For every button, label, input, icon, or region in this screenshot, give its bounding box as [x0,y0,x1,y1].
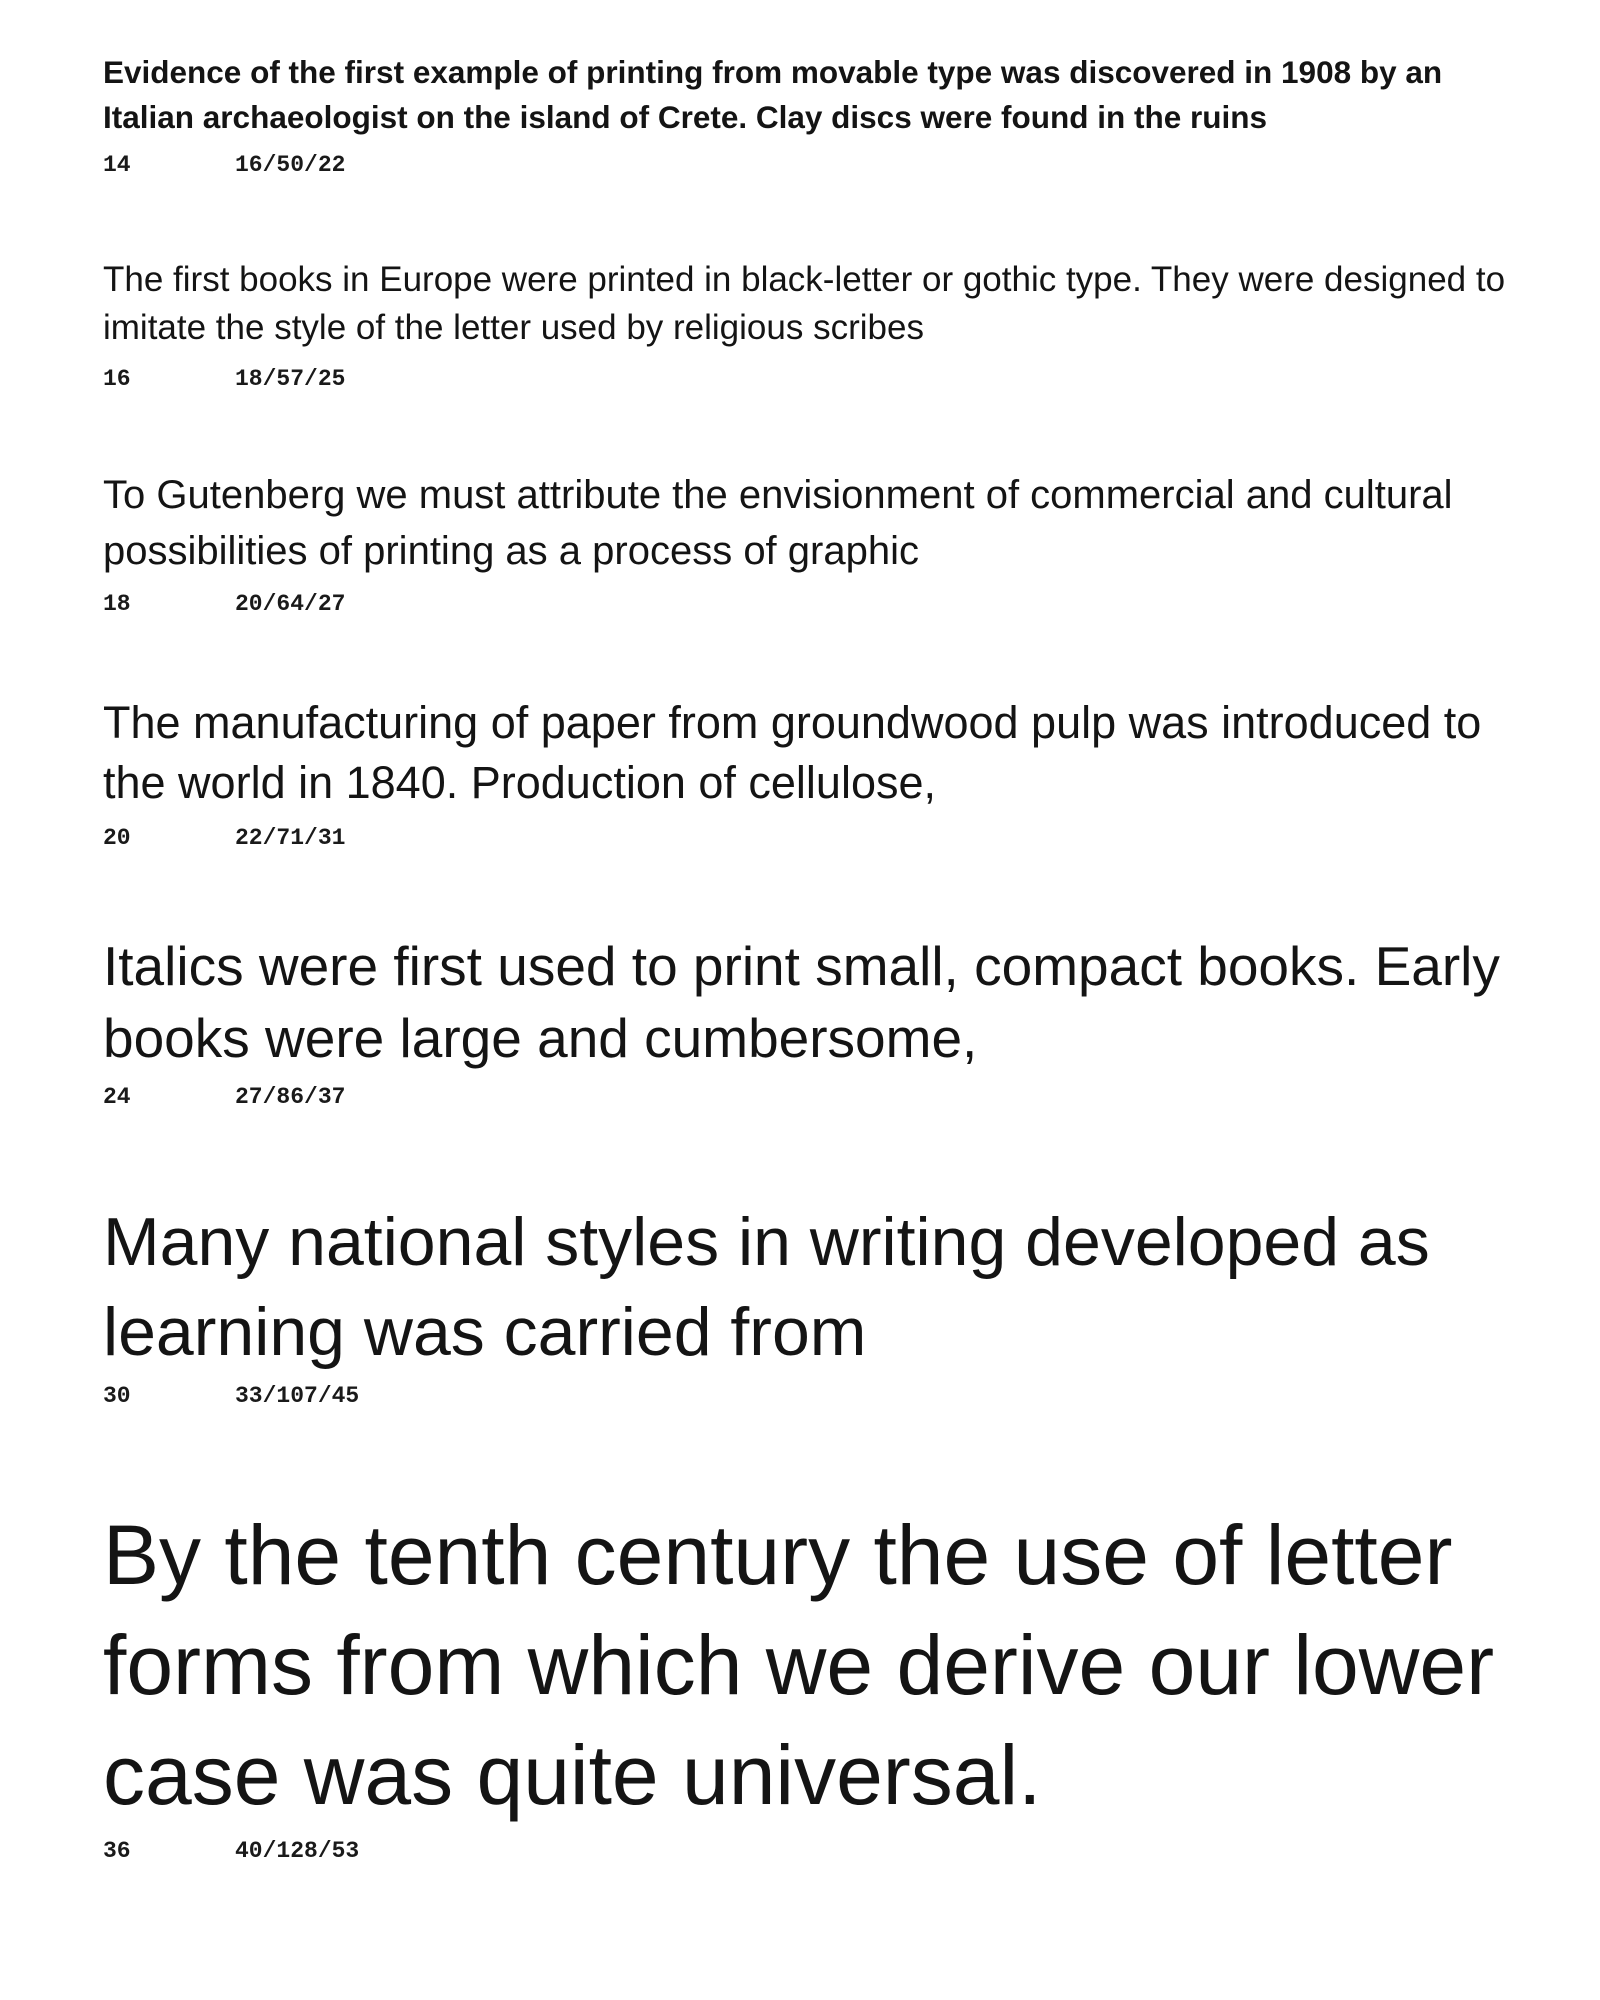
specimen-point-size: 16 [103,366,131,392]
specimen-point-size: 36 [103,1838,131,1864]
specimen-spec-line [103,1383,1523,1413]
specimen-block [103,930,1523,1114]
specimen-sample-text: The manufacturing of paper from groundwood pulp was introduced to the world in 1840. Production of cellulose, [103,697,1482,808]
specimen-metrics: 18/57/25 [235,366,346,392]
specimen-spec-line [103,825,1523,855]
specimen-sample-text: To Gutenberg we must attribute the envisionment of commercial and cultural possibilities of printing as a process of graphic [103,473,1453,573]
specimen-sample-text: Italics were first used to print small, compact books. Early books were large and cumbersome, [103,935,1500,1069]
specimen-block [103,256,1523,396]
specimen-sample-text: The first books in Europe were printed in black-letter or gothic type. They were designed to imitate the style of the letter used by religious scribes [103,260,1506,347]
specimen-point-size: 20 [103,825,131,851]
specimen-point-size: 18 [103,591,131,617]
specimen-sample-text: Many national styles in writing developed as learning was carried from [103,1204,1430,1370]
specimen-metrics: 16/50/22 [235,152,346,178]
specimen-spec-line [103,1084,1523,1114]
specimen-metrics: 33/107/45 [235,1383,360,1409]
specimen-spec-line [103,366,1523,396]
specimen-metrics: 20/64/27 [235,591,346,617]
specimen-point-size: 24 [103,1084,131,1110]
specimen-metrics: 40/128/53 [235,1838,360,1864]
specimen-sample-text: Evidence of the first example of printing from movable type was discovered in 1908 by an Italian archaeologist on the island of Crete. Clay discs were found in the ruins [103,54,1443,135]
specimen-point-size: 14 [103,152,131,178]
specimen-sample-text: By the tenth century the use of letter forms from which we derive our lower case was quite universal. [103,1508,1495,1822]
specimen-block [103,693,1523,855]
specimen-metrics: 22/71/31 [235,825,346,851]
specimen-block [103,50,1523,182]
specimen-block [103,1197,1523,1413]
specimen-block [103,467,1523,621]
specimen-point-size: 30 [103,1383,131,1409]
specimen-spec-line [103,1838,1523,1868]
specimen-block [103,1500,1523,1868]
specimen-spec-line [103,591,1523,621]
specimen-metrics: 27/86/37 [235,1084,346,1110]
specimen-spec-line [103,152,1523,182]
